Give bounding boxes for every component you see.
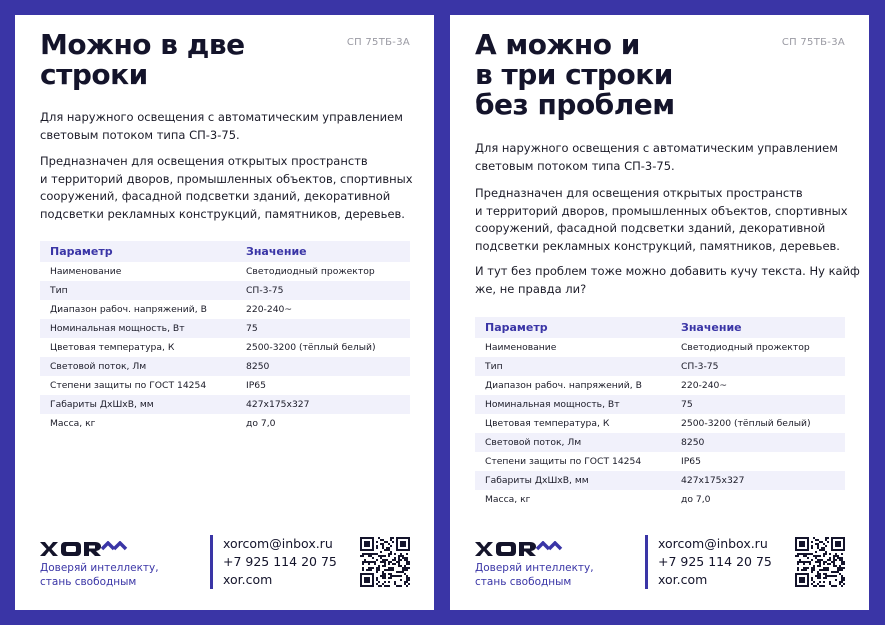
website-link[interactable]: xor.com bbox=[658, 572, 708, 587]
table-header-row bbox=[40, 241, 410, 262]
value-cell: 220-240~ bbox=[246, 304, 293, 315]
value-cell: 75 bbox=[681, 399, 693, 410]
xor-logo-icon bbox=[40, 541, 130, 557]
website-link[interactable]: xor.com bbox=[223, 572, 273, 587]
contacts bbox=[210, 535, 337, 589]
slogan-line: Доверяй интеллекту, bbox=[40, 562, 159, 574]
qr-code-icon bbox=[360, 537, 410, 587]
value-cell: 427х175х327 bbox=[681, 475, 745, 486]
paragraph-line: подсветки рекламных конструкций, памятников, деревьев. bbox=[40, 206, 405, 221]
email-link[interactable]: xorcom@inbox.ru bbox=[223, 536, 333, 551]
table-row bbox=[475, 452, 845, 471]
parameter-cell: Световой поток, Лм bbox=[485, 437, 582, 448]
phone-link[interactable]: +7 925 114 20 75 bbox=[658, 554, 772, 569]
slogan bbox=[475, 561, 594, 589]
sheet-title bbox=[40, 30, 245, 90]
paragraph-line: же, не правда ли? bbox=[475, 281, 587, 296]
spec-table bbox=[40, 241, 410, 433]
value-cell: до 7,0 bbox=[681, 494, 711, 505]
parameter-cell: Тип bbox=[50, 285, 68, 296]
table-row bbox=[40, 262, 410, 281]
spec-table bbox=[475, 317, 845, 509]
table-row bbox=[40, 338, 410, 357]
paragraph-line: и территорий дворов, промышленных объектов, спортивных bbox=[40, 171, 413, 186]
parameter-cell: Цветовая температура, К bbox=[50, 342, 175, 353]
paragraph-line: световым потоком типа СП-3-75. bbox=[40, 127, 240, 142]
slogan-line: Доверяй интеллекту, bbox=[475, 562, 594, 574]
value-cell: 427х175х327 bbox=[246, 399, 310, 410]
footer bbox=[475, 535, 845, 590]
table-row bbox=[40, 319, 410, 338]
table-row bbox=[40, 300, 410, 319]
value-cell: 2500-3200 (тёплый белый) bbox=[246, 342, 376, 353]
value-cell: 220-240~ bbox=[681, 380, 728, 391]
table-row bbox=[40, 376, 410, 395]
paragraph-line: Для наружного освещения с автоматическим управлением bbox=[40, 110, 403, 124]
qr-code-icon bbox=[795, 537, 845, 587]
parameter-cell: Цветовая температура, К bbox=[485, 418, 610, 429]
value-cell: 8250 bbox=[246, 361, 270, 372]
parameter-cell: Световой поток, Лм bbox=[50, 361, 147, 372]
parameter-cell: Степени защиты по ГОСТ 14254 bbox=[50, 380, 207, 391]
value-cell: 75 bbox=[246, 323, 258, 334]
spec-sheet-left bbox=[15, 15, 434, 610]
table-row bbox=[475, 338, 845, 357]
table-row bbox=[40, 395, 410, 414]
product-code: СП 75ТБ-3А bbox=[346, 37, 410, 48]
title-line: строки bbox=[40, 58, 148, 91]
spec-sheet-right bbox=[450, 15, 869, 610]
value-cell: 8250 bbox=[681, 437, 705, 448]
paragraph-line: Для наружного освещения с автоматическим управлением bbox=[475, 141, 838, 155]
parameter-cell: Диапазон рабоч. напряжений, В bbox=[485, 380, 642, 391]
title-line: Можно в две bbox=[40, 28, 245, 61]
table-row bbox=[40, 281, 410, 300]
parameter-cell: Габариты ДхШхВ, мм bbox=[485, 475, 589, 486]
paragraph-line: сооружений, фасадной подсветки зданий, декоративной bbox=[40, 189, 391, 203]
parameter-cell: Тип bbox=[485, 361, 503, 372]
parameter-cell: Масса, кг bbox=[50, 418, 96, 429]
value-cell: Светодиодный прожектор bbox=[681, 342, 810, 353]
value-cell: IP65 bbox=[681, 456, 701, 467]
contacts bbox=[645, 535, 772, 589]
parameter-cell: Диапазон рабоч. напряжений, В bbox=[50, 304, 207, 315]
intro-paragraph bbox=[40, 109, 420, 144]
value-cell: Светодиодный прожектор bbox=[246, 266, 375, 277]
intro-paragraph bbox=[475, 140, 855, 175]
footer bbox=[40, 535, 410, 590]
paragraph-line: подсветки рекламных конструкций, памятников, деревьев. bbox=[475, 238, 840, 253]
table-row bbox=[475, 490, 845, 509]
phone-link[interactable]: +7 925 114 20 75 bbox=[223, 554, 337, 569]
extra-paragraph bbox=[475, 263, 860, 298]
paragraph-line: Предназначен для освещения открытых пространств bbox=[40, 154, 368, 168]
column-header-parameter: Параметр bbox=[485, 321, 548, 334]
table-row bbox=[475, 395, 845, 414]
parameter-cell: Степени защиты по ГОСТ 14254 bbox=[485, 456, 642, 467]
slogan-line: стань свободным bbox=[475, 576, 572, 588]
table-row bbox=[475, 376, 845, 395]
value-cell: 2500-3200 (тёплый белый) bbox=[681, 418, 811, 429]
column-header-value: Значение bbox=[246, 245, 307, 258]
title-line: без проблем bbox=[475, 88, 675, 121]
parameter-cell: Наименование bbox=[485, 342, 557, 353]
table-row bbox=[475, 414, 845, 433]
table-row bbox=[475, 357, 845, 376]
table-row bbox=[40, 414, 410, 433]
purpose-paragraph bbox=[40, 153, 420, 223]
paragraph-line: и территорий дворов, промышленных объектов, спортивных bbox=[475, 203, 848, 218]
paragraph-line: световым потоком типа СП-3-75. bbox=[475, 158, 675, 173]
product-code: СП 75ТБ-3А bbox=[781, 37, 845, 48]
value-cell: СП-3-75 bbox=[681, 361, 719, 372]
email-link[interactable]: xorcom@inbox.ru bbox=[658, 536, 768, 551]
value-cell: СП-3-75 bbox=[246, 285, 284, 296]
column-header-value: Значение bbox=[681, 321, 742, 334]
parameter-cell: Номинальная мощность, Вт bbox=[50, 323, 185, 334]
value-cell: до 7,0 bbox=[246, 418, 276, 429]
parameter-cell: Наименование bbox=[50, 266, 122, 277]
slogan-line: стань свободным bbox=[40, 576, 137, 588]
table-row bbox=[475, 433, 845, 452]
column-header-parameter: Параметр bbox=[50, 245, 113, 258]
table-header-row bbox=[475, 317, 845, 338]
paragraph-line: сооружений, фасадной подсветки зданий, декоративной bbox=[475, 221, 826, 235]
parameter-cell: Масса, кг bbox=[485, 494, 531, 505]
parameter-cell: Номинальная мощность, Вт bbox=[485, 399, 620, 410]
table-row bbox=[40, 357, 410, 376]
title-line: в три строки bbox=[475, 58, 673, 91]
paragraph-line: Предназначен для освещения открытых пространств bbox=[475, 186, 803, 200]
table-row bbox=[475, 471, 845, 490]
slogan bbox=[40, 561, 159, 589]
sheet-title bbox=[475, 30, 675, 120]
purpose-paragraph bbox=[475, 185, 855, 255]
value-cell: IP65 bbox=[246, 380, 266, 391]
xor-logo-icon bbox=[475, 541, 565, 557]
parameter-cell: Габариты ДхШхВ, мм bbox=[50, 399, 154, 410]
paragraph-line: И тут без проблем тоже можно добавить кучу текста. Ну кайф bbox=[475, 264, 860, 278]
title-line: А можно и bbox=[475, 28, 640, 61]
